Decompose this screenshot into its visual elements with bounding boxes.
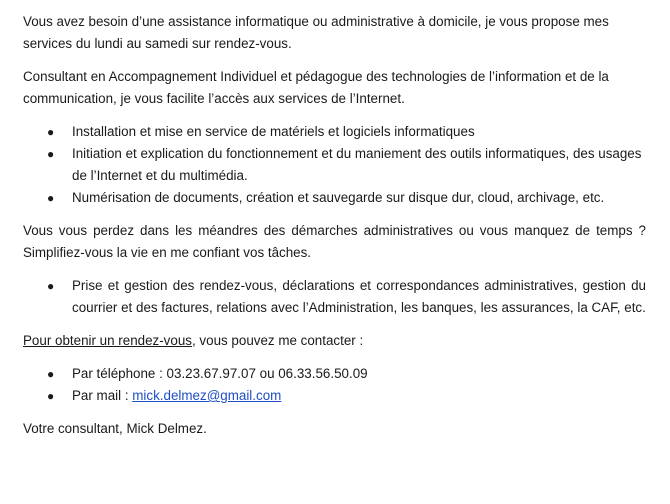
list-item-text: Installation et mise en service de matériels et logiciels informatiques xyxy=(72,124,475,139)
list-item-text: Numérisation de documents, création et sauvegarde sur disque dur, cloud, archivage, etc. xyxy=(72,190,605,205)
contact-list xyxy=(23,363,646,407)
it-services-list xyxy=(23,121,646,209)
bullet-icon: ● xyxy=(47,125,55,139)
phone-text: Par téléphone : 03.23.67.97.07 ou 06.33.56.50.09 xyxy=(72,366,368,381)
list-item xyxy=(23,275,646,319)
intro-paragraph-2: Consultant en Accompagnement Individuel et pédagogue des technologies de l’information et de la communication, je vous facilite l’accès aux services de l’Internet. xyxy=(23,69,609,106)
bullet-icon: ● xyxy=(47,147,55,161)
list-item xyxy=(23,121,646,143)
list-item-text: Initiation et explication du fonctionnement et du maniement des outils informatiques, des usages de l’Internet et du multimédia. xyxy=(72,146,642,183)
bullet-icon: ● xyxy=(47,367,55,381)
contact-heading-underlined: Pour obtenir un rendez-vous xyxy=(23,333,192,348)
list-item xyxy=(23,143,646,187)
signature: Votre consultant, Mick Delmez. xyxy=(23,421,207,436)
bullet-icon: ● xyxy=(47,389,55,403)
admin-paragraph: Vous vous perdez dans les méandres des démarches administratives ou vous manquez de temps ? Simplifiez-vous la vie en me confiant vos tâches. xyxy=(23,223,646,260)
contact-mail xyxy=(23,385,646,407)
admin-services-list xyxy=(23,275,646,319)
mail-label: Par mail : xyxy=(72,388,133,403)
bullet-icon: ● xyxy=(47,191,55,205)
contact-heading-rest: , vous pouvez me contacter : xyxy=(191,333,364,348)
intro-paragraph-1: Vous avez besoin d’une assistance informatique ou administrative à domicile, je vous propose mes services du lundi au samedi sur rendez-vous. xyxy=(23,14,609,51)
mail-link[interactable]: mick.delmez@gmail.com xyxy=(132,388,282,403)
bullet-icon: ● xyxy=(47,279,55,293)
contact-heading xyxy=(23,330,646,352)
list-item xyxy=(23,187,646,209)
contact-phone xyxy=(23,363,646,385)
list-item-text: Prise et gestion des rendez-vous, déclarations et correspondances administratives, gestion du courrier et des factures, relations avec l’Administration, les banques, les assurances, la CAF, etc. xyxy=(72,278,646,315)
